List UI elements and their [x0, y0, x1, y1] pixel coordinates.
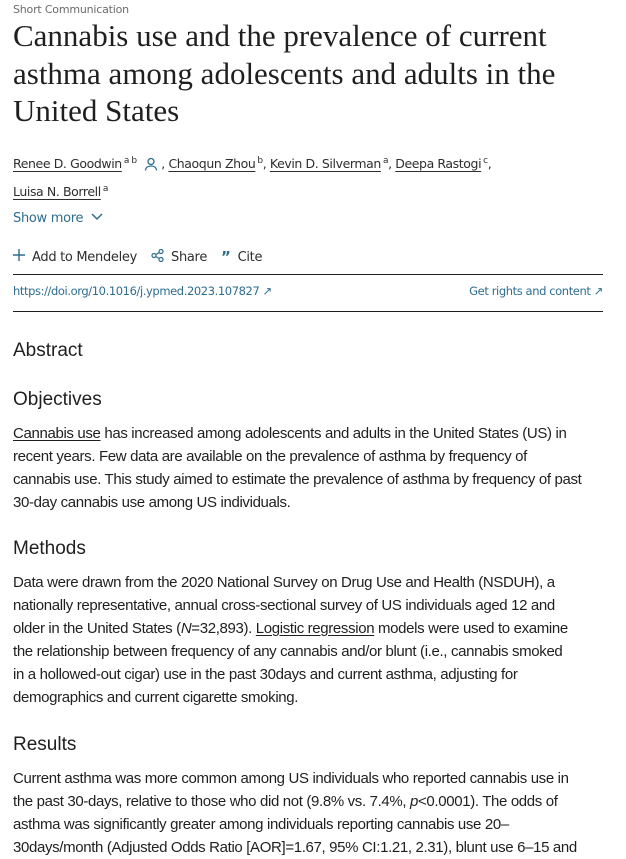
share-icon	[151, 249, 164, 266]
affiliation-sup: a b	[123, 156, 137, 166]
section-heading-results: Results	[13, 734, 77, 755]
text-segment: 30-day cannabis use among US individuals.	[13, 494, 291, 511]
affiliation-sup: a	[102, 184, 108, 195]
title-line: United States	[13, 93, 180, 128]
external-link-icon: ↗	[262, 284, 272, 298]
divider	[13, 311, 603, 312]
add-to-mendeley-button[interactable]	[13, 249, 137, 265]
paragraph-line	[13, 813, 577, 836]
abstract-heading: Abstract	[13, 340, 83, 361]
author-link[interactable]: Deepa Rastogi	[395, 156, 482, 172]
paragraph-line	[13, 422, 581, 445]
author-link[interactable]: Renee D. Goodwin	[13, 156, 122, 172]
paragraph-line	[13, 663, 568, 686]
cite-button[interactable]	[221, 248, 262, 266]
text-segment: nationally representative, annual cross-sectional survey of US individuals aged 12 and	[13, 597, 555, 614]
paragraph-line	[13, 790, 577, 813]
text-segment: in a hollowed-out cigar) use in the past 30days and current asthma, adjusting for	[13, 666, 518, 683]
objectives-paragraph	[13, 422, 581, 514]
plus-icon	[13, 249, 25, 265]
doi-text: https://doi.org/10.1016/j.ypmed.2023.107827	[13, 284, 260, 298]
person-icon[interactable]	[144, 155, 158, 178]
paragraph-line	[13, 571, 568, 594]
author-link[interactable]: Luisa N. Borrell	[13, 184, 101, 200]
quote-icon: ”	[221, 248, 231, 266]
author-link[interactable]: Kevin D. Silverman	[269, 156, 381, 172]
term-link[interactable]: Cannabis use	[13, 425, 101, 442]
text-segment: the relationship between frequency of any cannabis and/or blunt (i.e., cannabis smoked	[13, 643, 563, 660]
term-link[interactable]: Logistic regression	[255, 620, 375, 637]
paragraph-line	[13, 445, 581, 468]
doi-link[interactable]	[13, 284, 272, 298]
affiliation-sup: b	[257, 156, 263, 166]
text-segment: Data were drawn from the 2020 National Survey on Drug Use and Health (NSDUH), a	[13, 574, 555, 591]
get-rights-link[interactable]	[469, 284, 603, 298]
paragraph-line	[13, 640, 568, 663]
paragraph-line	[13, 617, 568, 640]
text-segment: the past 30-days, relative to those who did not (9.8% vs. 7.4%,	[13, 793, 410, 810]
divider	[13, 274, 603, 275]
article-type: Short Communication	[13, 3, 129, 16]
author-link[interactable]: Chaoqun Zhou	[168, 156, 256, 172]
text-segment: p	[410, 793, 418, 810]
methods-paragraph	[13, 571, 568, 709]
text-segment: recent years. Few data are available on the prevalence of asthma by frequency of	[13, 448, 527, 465]
chevron-down-icon	[87, 211, 103, 226]
section-heading-methods: Methods	[13, 538, 86, 559]
paragraph-line	[13, 594, 568, 617]
show-more-label: Show more	[13, 211, 84, 226]
text-segment: cannabis use. This study aimed to estimate the prevalence of asthma by frequency of past	[13, 471, 582, 488]
text-segment: demographics and current cigarette smoking.	[13, 689, 299, 706]
article-toolbar	[13, 248, 262, 266]
article-title	[13, 17, 555, 130]
show-more-button[interactable]	[13, 211, 103, 226]
paragraph-line	[13, 836, 577, 859]
paragraph-line	[13, 491, 581, 514]
share-label: Share	[171, 249, 208, 265]
mendeley-label: Add to Mendeley	[32, 249, 137, 265]
text-segment: models were used to examine	[374, 620, 568, 637]
author-list: Renee D. Goodwin $^{a b}$ , Chaoqun Zhou $^b$, Kevin D. Silverman $^a$, Deepa Rastogi $^c$, Luisa N. Borrell $^a$	[13, 156, 492, 200]
section-heading-objectives: Objectives	[13, 389, 102, 410]
text-segment: asthma was significantly greater among individuals reporting cannabis use 20–	[13, 816, 509, 833]
text-segment: =32,893).	[191, 620, 256, 637]
affiliation-sup: a	[382, 156, 389, 166]
share-button[interactable]	[151, 249, 207, 266]
title-line: Cannabis use and the prevalence of current	[13, 18, 547, 53]
title-line: asthma among adolescents and adults in the	[13, 55, 556, 91]
rights-text: Get rights and content	[469, 284, 591, 298]
text-segment: Current asthma was more common among US individuals who reported cannabis use in	[13, 770, 569, 787]
paragraph-line	[13, 686, 568, 709]
text-segment: older in the United States (	[13, 620, 181, 637]
paragraph-line	[13, 767, 577, 790]
results-paragraph	[13, 767, 577, 859]
affiliation-sup: c	[483, 156, 488, 166]
paragraph-line	[13, 468, 581, 491]
text-segment: <0.0001). The odds of	[418, 793, 558, 810]
text-segment: has increased among adolescents and adults in the United States (US) in	[100, 425, 567, 442]
cite-label: Cite	[237, 249, 263, 265]
external-link-icon: ↗	[593, 284, 603, 298]
text-segment: 30days/month (Adjusted Odds Ratio [AOR]=1.67, 95% CI:1.21, 2.31), blunt use 6–15 and	[13, 839, 577, 856]
text-segment: N	[180, 620, 192, 637]
